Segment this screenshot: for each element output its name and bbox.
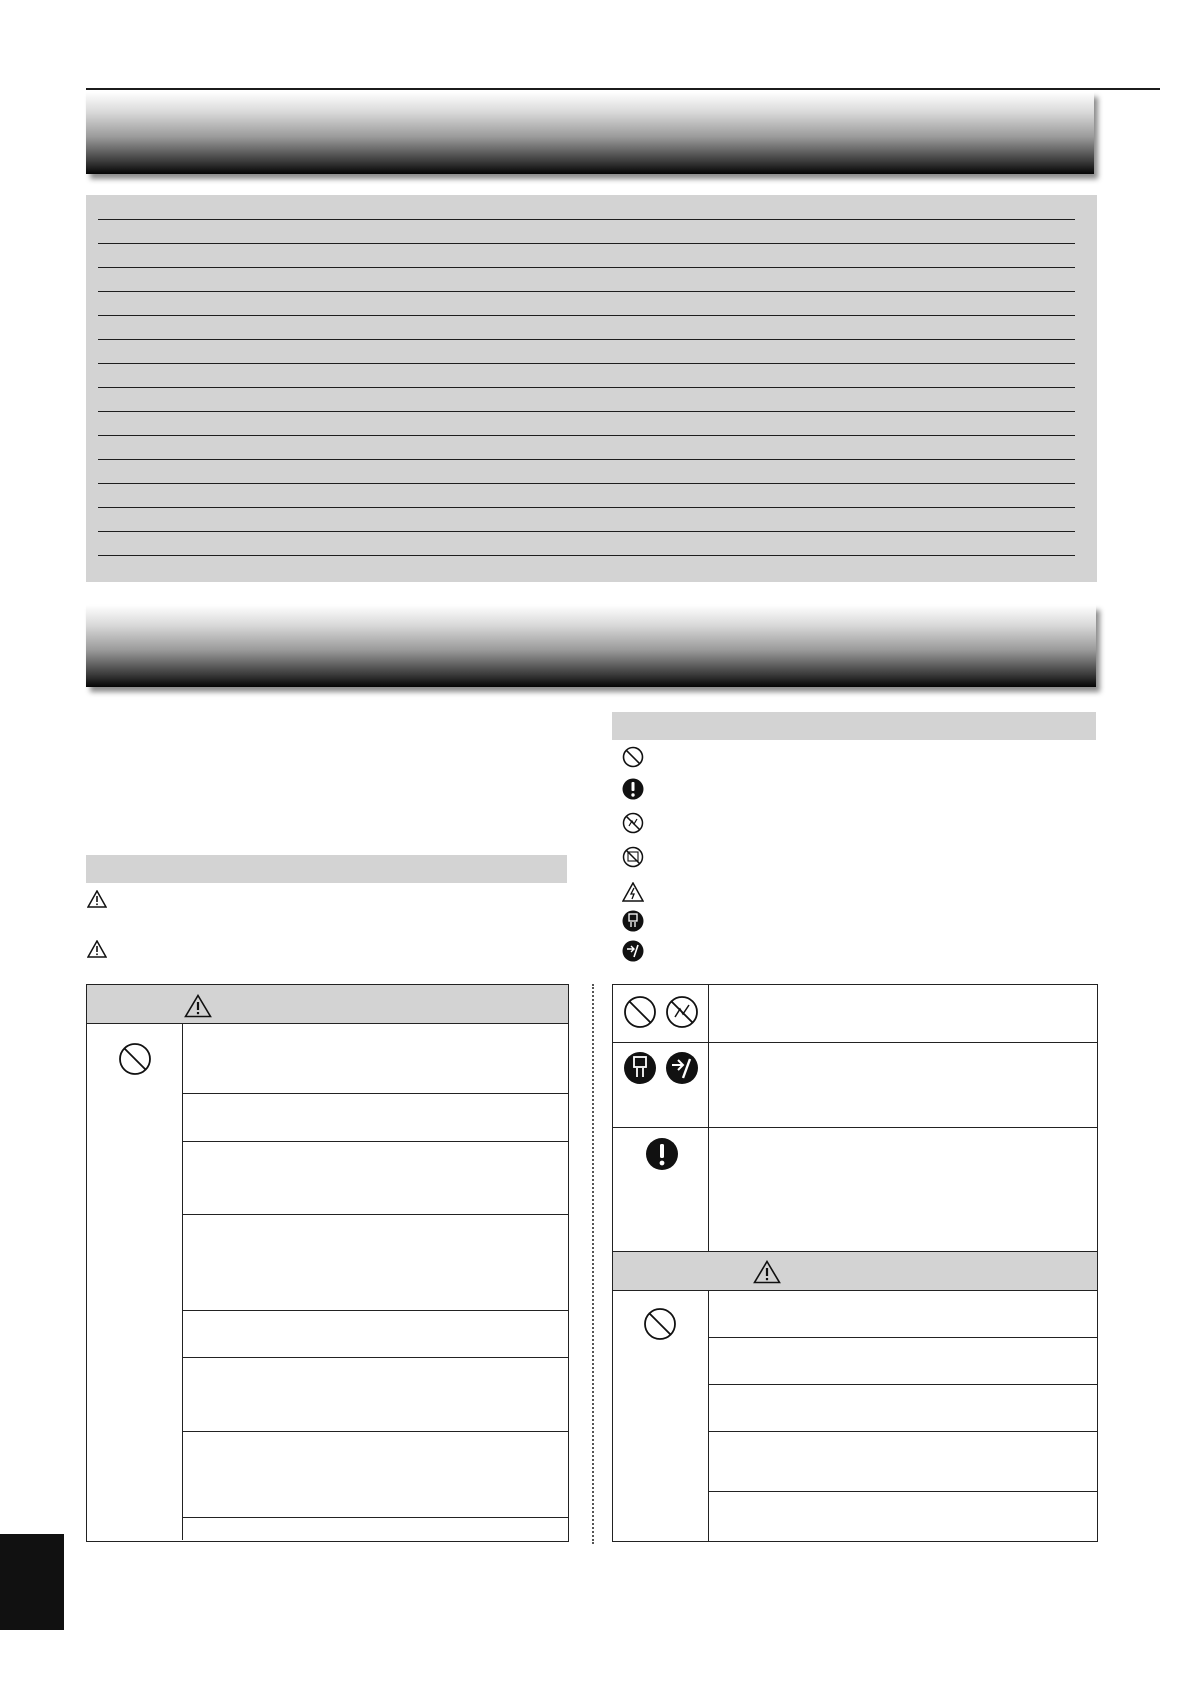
toc-entry[interactable] — [98, 459, 1075, 484]
toc-entry[interactable] — [98, 363, 1075, 388]
no-water-icon — [622, 846, 644, 868]
toc-entry[interactable] — [98, 315, 1075, 340]
ground-icon — [622, 940, 644, 962]
row-divider — [183, 1310, 568, 1311]
row-divider — [183, 1357, 568, 1358]
toc-entry[interactable] — [98, 507, 1075, 532]
mandatory-icon — [622, 777, 644, 801]
row-divider — [613, 1042, 1097, 1043]
unplug-icon — [622, 910, 644, 932]
row-divider — [709, 1337, 1097, 1338]
toc-entry[interactable] — [98, 435, 1075, 460]
toc-entry[interactable] — [98, 387, 1075, 412]
row-divider — [183, 1214, 568, 1215]
section-band — [86, 605, 1096, 687]
row-divider — [613, 1127, 1097, 1128]
row-divider — [183, 1141, 568, 1142]
warning-table-header — [87, 985, 568, 1024]
toc-entry[interactable] — [98, 339, 1075, 364]
table-of-contents — [86, 195, 1097, 582]
toc-entry[interactable] — [98, 291, 1075, 316]
symbols-legend-heading — [612, 712, 1096, 740]
toc-entry[interactable] — [98, 531, 1075, 556]
toc-entry[interactable] — [98, 411, 1075, 436]
row-divider — [183, 1517, 568, 1518]
toc-entry[interactable] — [98, 195, 1075, 220]
prohibited-icon — [623, 995, 657, 1029]
toc-entry[interactable] — [98, 219, 1075, 244]
mandatory-icon — [645, 1137, 679, 1171]
toc-entry[interactable] — [98, 483, 1075, 508]
prohibited-icon — [643, 1307, 677, 1341]
toc-entry[interactable] — [98, 267, 1075, 292]
top-rule — [86, 88, 1160, 90]
warning-legend-heading — [86, 855, 567, 883]
caution-triangle-icon — [87, 940, 107, 958]
row-divider — [709, 1491, 1097, 1492]
warning-triangle-icon — [184, 994, 212, 1018]
prohibited-icon — [622, 746, 644, 768]
caution-triangle-icon — [753, 1260, 781, 1284]
prohibited-icon — [118, 1042, 152, 1076]
warning-table — [86, 984, 569, 1542]
no-wet-hands-icon — [622, 812, 644, 834]
unplug-icon — [623, 1051, 657, 1085]
toc-entry[interactable] — [98, 243, 1075, 268]
row-divider — [709, 1431, 1097, 1432]
row-divider — [183, 1093, 568, 1094]
column-divider — [182, 1024, 183, 1540]
row-divider — [709, 1384, 1097, 1385]
no-wet-hands-icon — [665, 995, 699, 1029]
electric-shock-icon — [622, 882, 644, 902]
header-band — [86, 92, 1094, 174]
warning-table-continued — [612, 984, 1098, 1542]
caution-table-header — [613, 1251, 1097, 1291]
intro-text — [86, 712, 566, 832]
column-separator — [592, 984, 594, 1544]
page-tab — [0, 1534, 64, 1630]
warning-triangle-icon — [87, 890, 107, 908]
row-divider — [183, 1431, 568, 1432]
ground-icon — [665, 1051, 699, 1085]
